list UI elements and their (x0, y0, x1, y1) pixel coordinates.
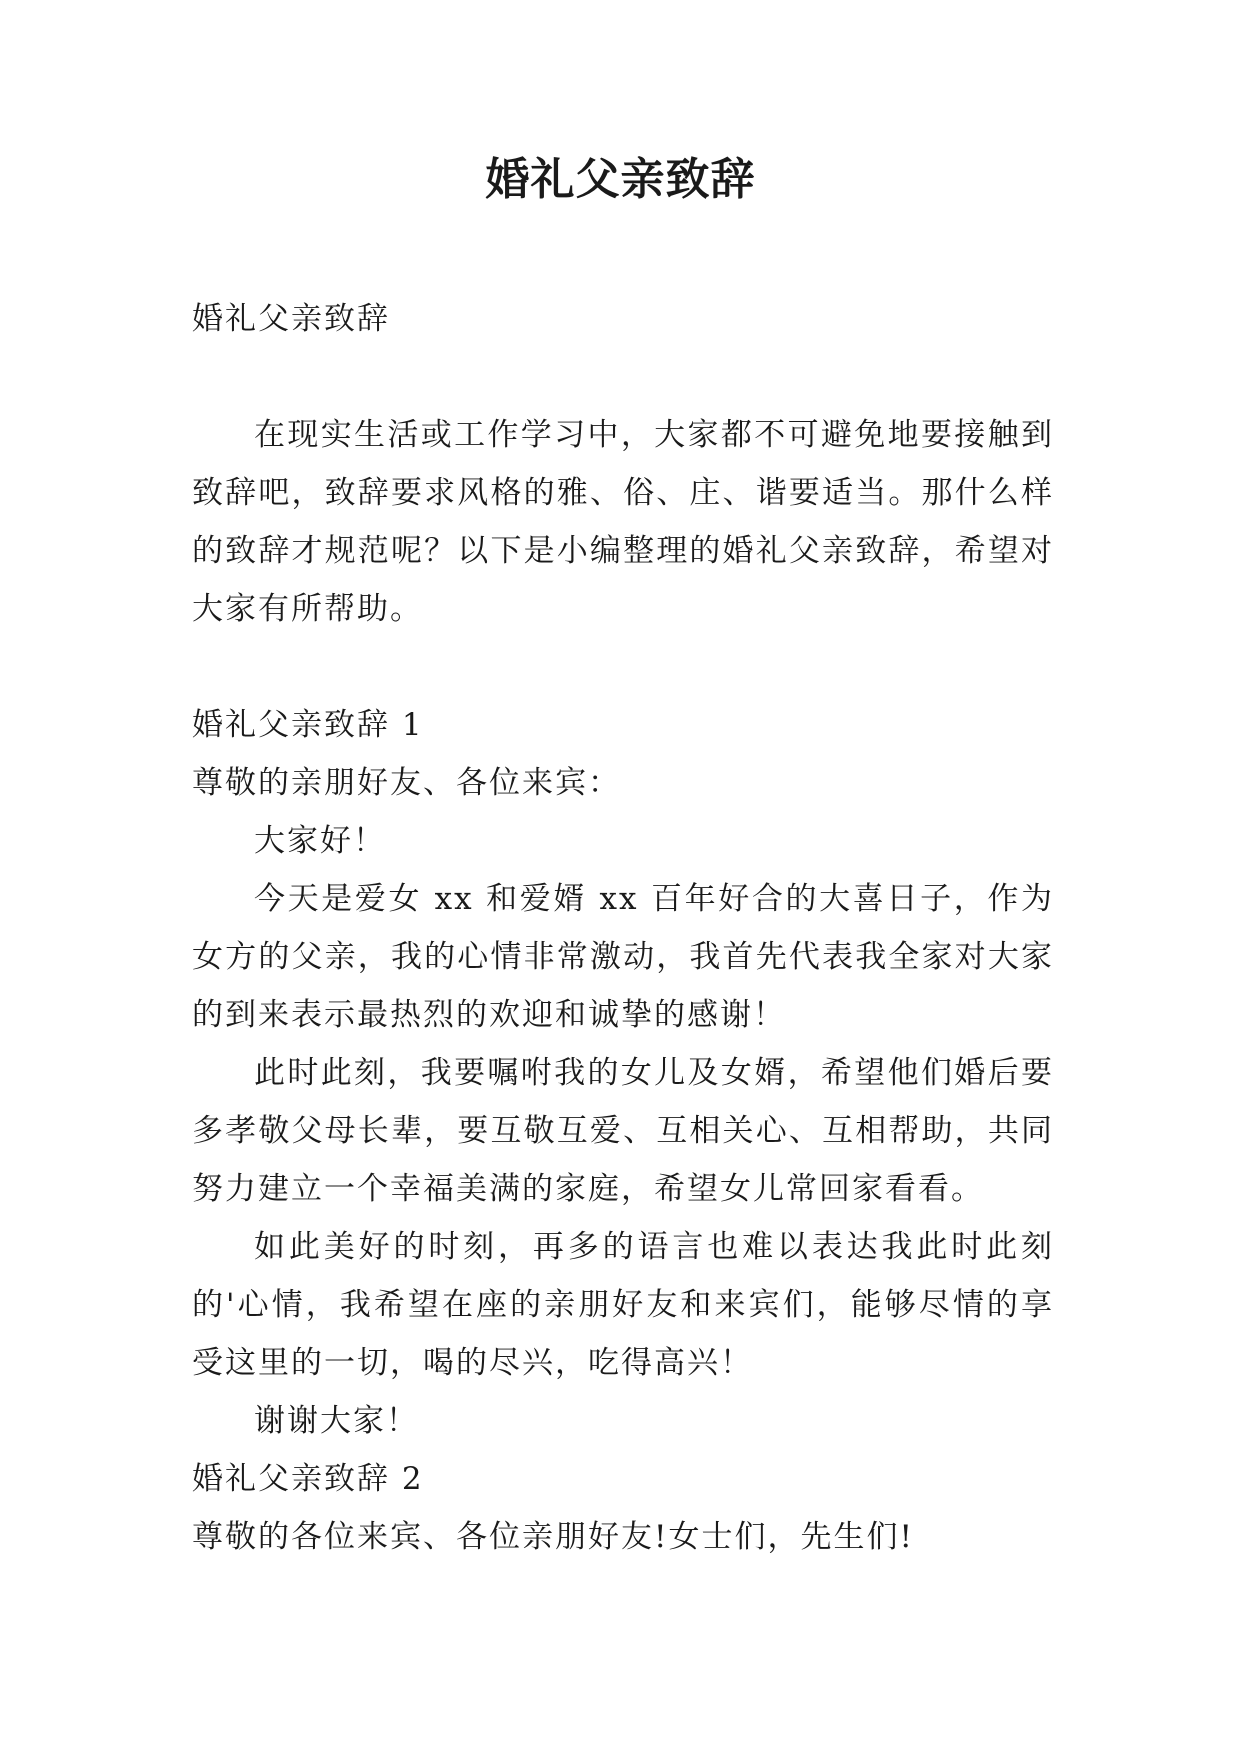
salutation-1: 尊敬的亲朋好友、各位来宾： (192, 765, 621, 801)
closing-1: 谢谢大家！ (254, 1403, 419, 1439)
page-title: 婚礼父亲致辞 (485, 154, 756, 205)
salutation-2: 尊敬的各位来宾、各位亲朋好友!女士们，先生们! (192, 1519, 914, 1555)
subtitle: 婚礼父亲致辞 (192, 301, 390, 337)
intro-paragraph: 在现实生活或工作学习中，大家都不可避免地要接触到致辞吧，致辞要求风格的雅、俗、庄、谐要适当。那什么样的致辞才规范呢？以下是小编整理的婚礼父亲致辞，希望对大家有所帮助。 (192, 417, 1054, 627)
body-paragraph: 如此美好的时刻，再多的语言也难以表达我此时此刻的'心情，我希望在座的亲朋好友和来宾们，能够尽情的享受这里的一切，喝的尽兴，吃得高兴！ (192, 1229, 1054, 1381)
section-heading-1: 婚礼父亲致辞 1 (192, 707, 424, 743)
spacer (192, 348, 1054, 406)
body-paragraph: 今天是爱女 xx 和爱婿 xx 百年好合的大喜日子，作为女方的父亲，我的心情非常激动，我首先代表我全家对大家的到来表示最热烈的欢迎和诚挚的感谢！ (192, 881, 1054, 1033)
spacer (192, 638, 1054, 696)
document-body (192, 290, 1054, 1566)
body-paragraph: 此时此刻，我要嘱咐我的女儿及女婿，希望他们婚后要多孝敬父母长辈，要互敬互爱、互相关心、互相帮助，共同努力建立一个幸福美满的家庭，希望女儿常回家看看。 (192, 1055, 1054, 1207)
section-heading-2: 婚礼父亲致辞 2 (192, 1461, 424, 1497)
greeting-1: 大家好！ (254, 823, 386, 859)
